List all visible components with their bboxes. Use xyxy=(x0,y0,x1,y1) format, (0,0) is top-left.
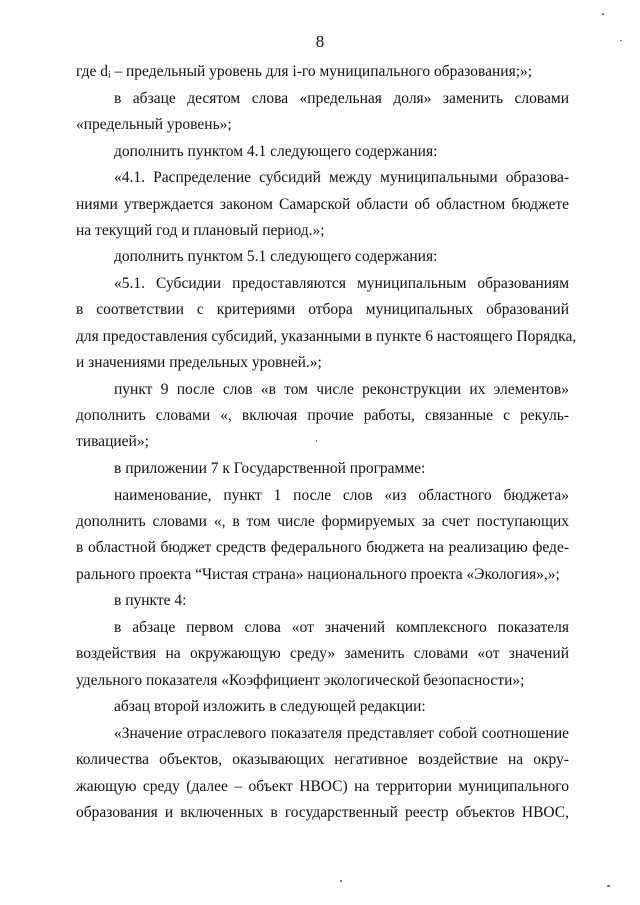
scan-speck xyxy=(607,885,610,887)
text-line-1: где dᵢ – предельный уровень для i-го муниципального образования;»; xyxy=(76,63,533,80)
text-line-11: для предоставления субсидий, указанными в пункте 6 настоящего Порядка, xyxy=(76,328,577,345)
text-line-29: образования и включенных в государственный реестр объектов НВОС, xyxy=(76,804,569,821)
text-line-5: «4.1. Распределение субсидий между муниципальными образова- xyxy=(114,169,569,186)
text-line-20: рального проекта “Чистая страна» национального проекта «Экология»,»; xyxy=(76,566,560,583)
text-line-25: абзац второй изложить в следующей редакции: xyxy=(114,698,426,715)
text-line-4: дополнить пунктом 4.1 следующего содержания: xyxy=(114,143,438,160)
text-line-14: дополнить словами «, включая прочие работы, связанные с рекуль- xyxy=(76,407,569,424)
text-line-19: в областной бюджет средств федерального бюджета на реализацию феде- xyxy=(76,539,569,556)
text-line-28: жающую среду (далее – объект НВОС) на территории муниципального xyxy=(76,778,569,795)
text-line-27: количества объектов, оказывающих негативное воздействие на окру- xyxy=(76,751,569,768)
text-line-26: «Значение отраслевого показателя представляет собой соотношение xyxy=(114,725,569,742)
text-line-9: «5.1. Субсидии предоставляются муниципальным образованиям xyxy=(114,275,569,292)
text-line-10: в соответствии с критериями отбора муниципальных образований xyxy=(76,301,569,318)
scan-speck xyxy=(316,440,317,442)
text-line-12: и значениями предельных уровней.»; xyxy=(76,354,322,371)
page-number: 8 xyxy=(315,32,325,51)
text-line-17: наименование, пункт 1 после слов «из областного бюджета» xyxy=(114,487,569,504)
scan-speck xyxy=(340,880,342,882)
text-line-16: в приложении 7 к Государственной программе: xyxy=(114,460,426,477)
text-line-7: на текущий год и плановый период.»; xyxy=(76,222,325,239)
text-line-18: дополнить словами «, в том числе формируемых за счет поступающих xyxy=(76,513,569,530)
text-line-24: удельного показателя «Коэффициент экологической безопасности»; xyxy=(76,672,525,689)
text-line-6: ниями утверждается законом Самарской области об областном бюджете xyxy=(76,196,569,213)
text-line-3: «предельный уровень»; xyxy=(76,116,232,133)
text-line-2: в абзаце десятом слова «предельная доля» заменить словами xyxy=(114,90,569,107)
text-line-22: в абзаце первом слова «от значений комплексного показателя xyxy=(114,619,569,636)
scan-speck xyxy=(602,13,604,15)
text-line-8: дополнить пунктом 5.1 следующего содержания: xyxy=(114,248,438,265)
text-line-21: в пункте 4: xyxy=(114,592,187,609)
scan-speck xyxy=(620,40,622,41)
text-line-13: пункт 9 после слов «в том числе реконструкции их элементов» xyxy=(114,381,569,398)
text-line-15: тивацией»; xyxy=(76,433,149,450)
text-line-23: воздействия на окружающую среду» заменить словами «от значений xyxy=(76,645,569,662)
